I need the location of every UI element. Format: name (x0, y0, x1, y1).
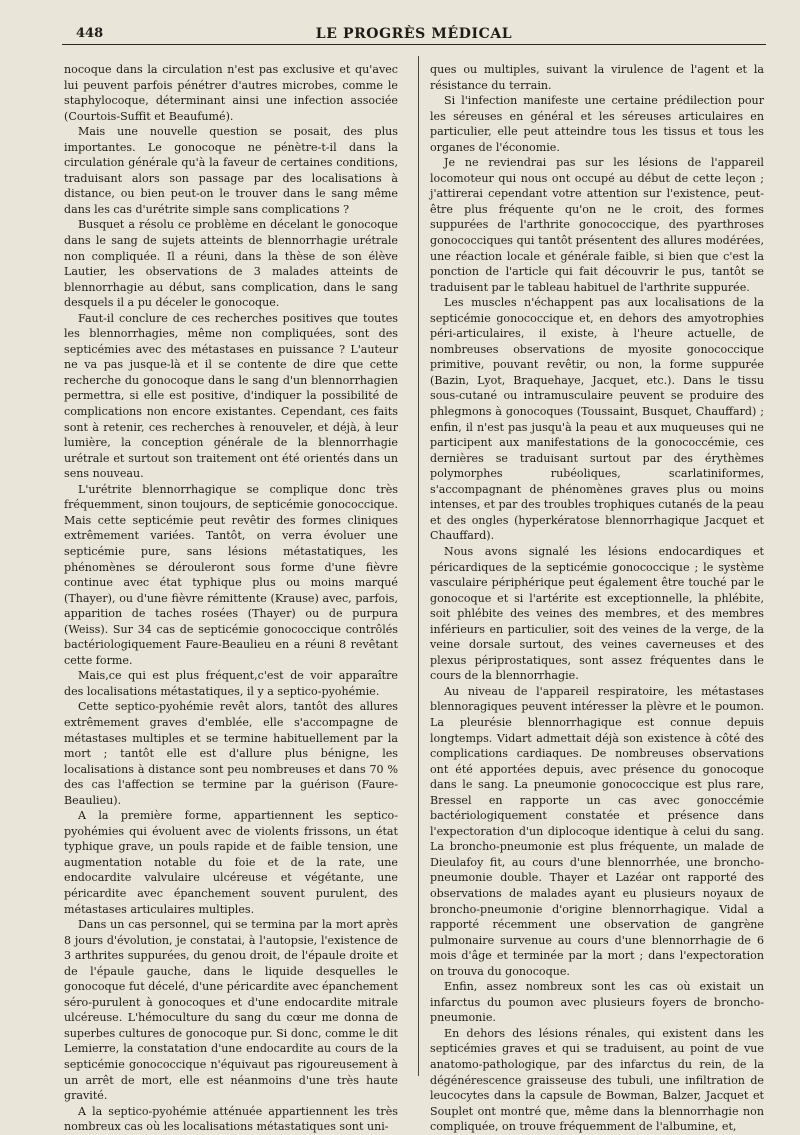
paragraph: A la première forme, appartiennent les septico-pyohémies qui évoluent avec de violents frissons, un état typhique grave, un pouls rapide et de faible tension, une augmentation notable du foie et de la rate, une endocardite valvulaire ulcéreuse et végétante, une péricardite avec épanchement souvent purulent, des métastases articulaires multiples. (64, 809, 398, 916)
left-column (64, 62, 398, 1134)
paragraph: Mais une nouvelle question se posait, des plus importantes. Le gonocoque ne pénètre-t-il dans la circulation générale qu'à la faveur de certaines conditions, traduisant alors son passage par des localisations à distance, ou bien peut-on le trouver dans le sang même dans les cas d'urétrite simple sans complications ? (64, 125, 398, 216)
paragraph: Au niveau de l'appareil respiratoire, les métastases blennoragiques peuvent intéresser la plèvre et le poumon. La pleurésie blennorrhagique est connue depuis longtemps. Vidart admettait déjà son existence à côté des complications cardiaques. De nombreuses observations ont été apportées depuis, avec présence du gonocoque dans le sang. La pneumonie gonococcique est plus rare, Bressel en rapporte un cas avec gonoccémie bactériologiquement constatée et présence dans l'expectoration d'un diplocoque identique à celui du sang. La broncho-pneumonie est plus fréquente, un malade de Dieulafoy fit, au cours d'une blennorrhée, une broncho-pneumonie double. Thayer et Lazéar ont rapporté des observations de malades ayant eu plusieurs noyaux de broncho-pneumonie d'origine blennorrhagique. Vidal a rapporté récemment une observation de gangrène pulmonaire survenue au cours d'une blennorrhagie de 6 mois d'âge et terminée par la mort ; dans l'expectoration on trouva du gonocoque. (430, 684, 764, 978)
paragraph: Nous avons signalé les lésions endocardiques et péricardiques de la septicémie gonococcique ; le système vasculaire périphérique peut également être touché par le gonocoque et si l'artérite est exceptionnelle, la phlébite, soit phlébite des veines des membres, et des membres inférieurs en particulier, soit des veines de la verge, de la veine dorsale surtout, des veines caverneuses et des plexus périprostatiques, sont assez fréquentes dans le cours de la blennorrhagie. (430, 544, 764, 683)
page-number: 448 (76, 26, 104, 41)
paragraph: A la septico-pyohémie atténuée appartiennent les très nombreux cas où les localisations métastatiques sont uni- (64, 1104, 398, 1134)
paragraph: Mais,ce qui est plus fréquent,c'est de voir apparaître des localisations métastatiques, il y a septico-pyohémie. (64, 669, 398, 698)
paragraph: Les muscles n'échappent pas aux localisations de la septicémie gonococcique et, en dehors des amyotrophies péri-articulaires, il existe, à l'heure actuelle, de nombreuses observations de myosite gonococcique primitive, pouvant revêtir, ou non, la forme suppurée (Bazin, Lyot, Braquehaye, Jacquet, etc.). Dans le tissu sous-cutané ou intramusculaire peuvent se produire des phlegmons à gonocoques (Toussaint, Busquet, Chauffard) ; enfin, il n'est pas jusqu'à la peau et aux muqueuses qui ne participent aux manifestations de la gonococcémie, ces dernières se traduisant surtout par des érythèmes polymorphes rubéoliques, scarlatiniformes, s'accompagnant de phénomènes graves plus ou moins intenses, et par des troubles trophiques cutanés de la peau et des ongles (hyperkératose blennorrhagique Jacquet et Chauffard). (430, 296, 764, 543)
running-title: LE PROGRÈS MÉDICAL (315, 26, 513, 42)
paragraph: Cette septico-pyohémie revêt alors, tantôt des allures extrêmement graves d'emblée, elle s'accompagne de métastases multiples et se termine habituellement par la mort ; tantôt elle est d'allure plus bénigne, les localisations à distance sont peu nombreuses et dans 70 % des cas l'affection se termine par la guérison (Faure-Beaulieu). (64, 700, 398, 807)
paragraph: En dehors des lésions rénales, qui existent dans les septicémies graves et qui se traduisent, au point de vue anatomo-pathologique, par des infarctus du rein, de la dégénérescence graisseuse des tubuli, une infiltration de leucocytes dans la capsule de Bowman, Balzer, Jacquet et Souplet ont montré que, même dans la blennorrhagie non compliquée, on trouve fréquemment de l'albumine, et, (430, 1026, 764, 1134)
running-header (62, 26, 766, 44)
paragraph: Dans un cas personnel, qui se termina par la mort après 8 jours d'évolution, je constatai, à l'autopsie, l'existence de 3 arthrites suppurées, du genou droit, de l'épaule droite et de l'épaule gauche, dans le liquide desquelles le gonocoque fut décelé, d'une péricardite avec épanchement séro-purulent à gonocoques et d'une endocardite mitrale ulcéreuse. L'hémoculture du sang du cœur me donna de superbes cultures de gonocoque pur. Si donc, comme le dit Lemierre, la constatation d'une endocardite au cours de la septicémie gonococcique n'équivaut pas rigoureusement à un arrêt de mort, elle est néanmoins d'une très haute gravité. (64, 918, 398, 1103)
right-column (430, 62, 764, 1134)
paragraph: Je ne reviendrai pas sur les lésions de l'appareil locomoteur qui nous ont occupé au début de cette leçon ; j'attirerai cependant votre attention sur l'existence, peut-être plus fréquente qu'on ne le croit, des formes suppurées de l'arthrite gonococcique, des pyarthroses gonococciques qui tantôt présentent des allures modérées, une réaction locale et générale faible, si bien que c'est la ponction de l'article qui fait découvrir le pus, tantôt se traduisent par le tableau habituel de l'arthrite suppurée. (430, 156, 764, 294)
paragraph: Busquet a résolu ce problème en décelant le gonocoque dans le sang de sujets atteints de blennorrhagie urétrale non compliquée. Il a réuni, dans la thèse de son élève Lautier, les observations de 3 malades atteints de blennorrhagie au début, sans complication, dans le sang desquels il a pu déceler le gonocoque. (64, 218, 398, 310)
paragraph: Si l'infection manifeste une certaine prédilection pour les séreuses en général et les séreuses articulaires en particulier, elle peut atteindre tous les tissus et tous les organes de l'économie. (430, 94, 764, 154)
paragraph: Enfin, assez nombreux sont les cas où existait un infarctus du poumon avec plusieurs foyers de broncho-pneumonie. (430, 980, 764, 1025)
paragraph: Faut-il conclure de ces recherches positives que toutes les blennorrhagies, même non compliquées, sont des septicémies avec des métastases en puissance ? L'auteur ne va pas jusque-là et il se contente de dire que cette recherche du gonocoque dans le sang d'un blennorrhagien permettra, si elle est positive, d'indiquer la possibilité de complications non encore existantes. Cependant, ces faits sont à retenir, ces recherches à renouveler, et déjà, à leur lumière, la conception générale de la blennorrhagie urétrale et surtout son traitement ont été orientés dans un sens nouveau. (64, 311, 398, 481)
column-separator (418, 56, 419, 1076)
paragraph: L'urétrite blennorrhagique se complique donc très fréquemment, sinon toujours, de septicémie gonococcique. Mais cette septicémie peut revêtir des formes cliniques extrêmement variées. Tantôt, on verra évoluer une septicémie pure, sans lésions métastatiques, les phénomènes se dérouleront sous forme d'une fièvre continue avec état typhique plus ou moins marqué (Thayer), ou d'une fièvre rémittente (Krause) avec, parfois, apparition de taches rosées (Thayer) ou de purpura (Weiss). Sur 34 cas de septicémie gonococcique contrôlés bactériologiquement Faure-Beaulieu en a réuni 8 revêtant cette forme. (64, 482, 398, 667)
paragraph: ques ou multiples, suivant la virulence de l'agent et la résistance du terrain. (430, 63, 764, 92)
paragraph: nocoque dans la circulation n'est pas exclusive et qu'avec lui peuvent parfois pénétrer d'autres microbes, comme le staphylocoque, déterminant ainsi une infection associée (Courtois-Suffit et Beaufumé). (64, 63, 398, 123)
header-rule (62, 44, 766, 45)
